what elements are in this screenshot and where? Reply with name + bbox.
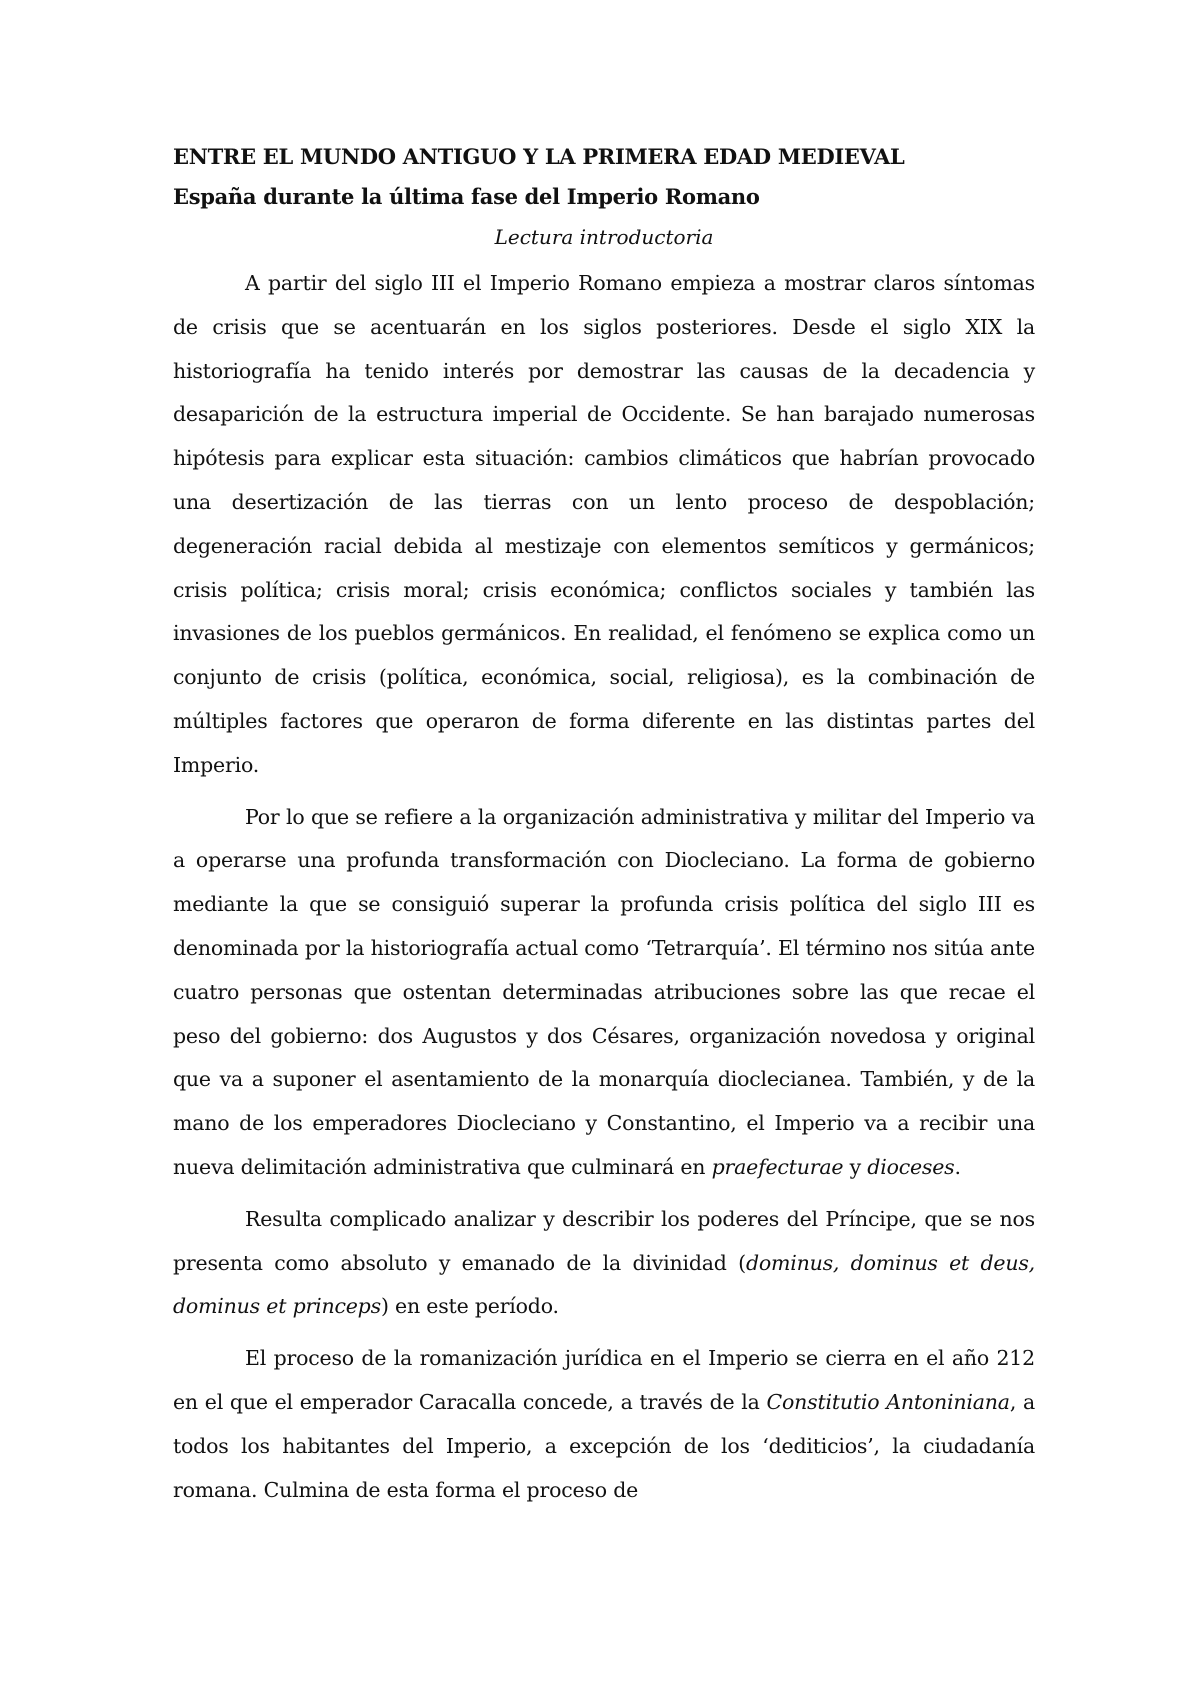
paragraph-1-text: A partir del siglo III el Imperio Romano empieza a mostrar claros síntomas de crisis que se acentuarán en los siglos posteriores. Desde el siglo XIX la historiografía ha tenido interés por demostrar las causas de la decadencia y desaparición de la estructura imperial de Occidente. Se han barajado numerosas hipótesis para explicar esta situación: cambios climáticos que habrían provocado una desertización de las tierras con un lento proceso de despoblación; degeneración racial debida al mestizaje con elementos semíticos y germánicos; crisis política; crisis moral; crisis económica; conflictos sociales y también las invasiones de los pueblos germánicos. En realidad, el fenómeno se explica como un conjunto de crisis (política, económica, social, religiosa), es la combinación de múltiples factores que operaron de forma diferente en las distintas partes del Imperio. (173, 271, 1035, 777)
paragraph-2-text-1: Por lo que se refiere a la organización administrativa y militar del Imperio va a operarse una profunda transformación con Diocleciano. La forma de gobierno mediante la que se consiguió superar la profunda crisis política del siglo III es denominada por la historiografía actual como ‘Tetrarquía’. El término nos sitúa ante cuatro personas que ostentan determinadas atribuciones sobre las que recae el peso del gobierno: dos Augustos y dos Césares, organización novedosa y original que va a suponer el asentamiento de la monarquía dioclecianea. También, y de la mano de los emperadores Diocleciano y Constantino, el Imperio va a recibir una nueva delimitación administrativa que culminará en (173, 804, 1035, 1179)
paragraph-3 (173, 1198, 1035, 1329)
paragraph-2-text-2: y (843, 1154, 868, 1179)
paragraph-2-term-praefecturae: praefecturae (711, 1154, 844, 1179)
paragraph-4 (173, 1337, 1035, 1512)
document-page (173, 140, 1035, 1520)
paragraph-2-text-3: . (954, 1154, 961, 1179)
paragraph-4-text-2: , a todos los habitantes del Imperio, a excepción de los ‘dediticios’, la ciudadanía romana. Culmina de esta forma el proceso de (173, 1389, 1036, 1502)
paragraph-2-term-dioceses: dioceses (867, 1154, 955, 1179)
paragraph-2 (173, 796, 1035, 1190)
paragraph-1 (173, 262, 1035, 788)
paragraph-3-text-2: ) en este período. (380, 1294, 559, 1319)
paragraph-3-latin-titles: dominus, dominus et deus, dominus et princeps (173, 1250, 1035, 1319)
document-title: ENTRE EL MUNDO ANTIGUO Y LA PRIMERA EDAD MEDIEVAL (173, 144, 905, 169)
paragraph-4-term-constitutio: Constitutio Antoniniana (766, 1389, 1010, 1414)
section-label: Lectura introductoria (494, 225, 714, 249)
paragraph-4-text-1: El proceso de la romanización jurídica en el Imperio se cierra en el año 212 en el que el emperador Caracalla concede, a través de la (173, 1346, 1035, 1414)
document-subtitle: España durante la última fase del Imperio Romano (173, 184, 760, 209)
paragraph-3-text-1: Resulta complicado analizar y describir los poderes del Príncipe, que se nos presenta como absoluto y emanado de la divinidad ( (173, 1206, 1035, 1275)
